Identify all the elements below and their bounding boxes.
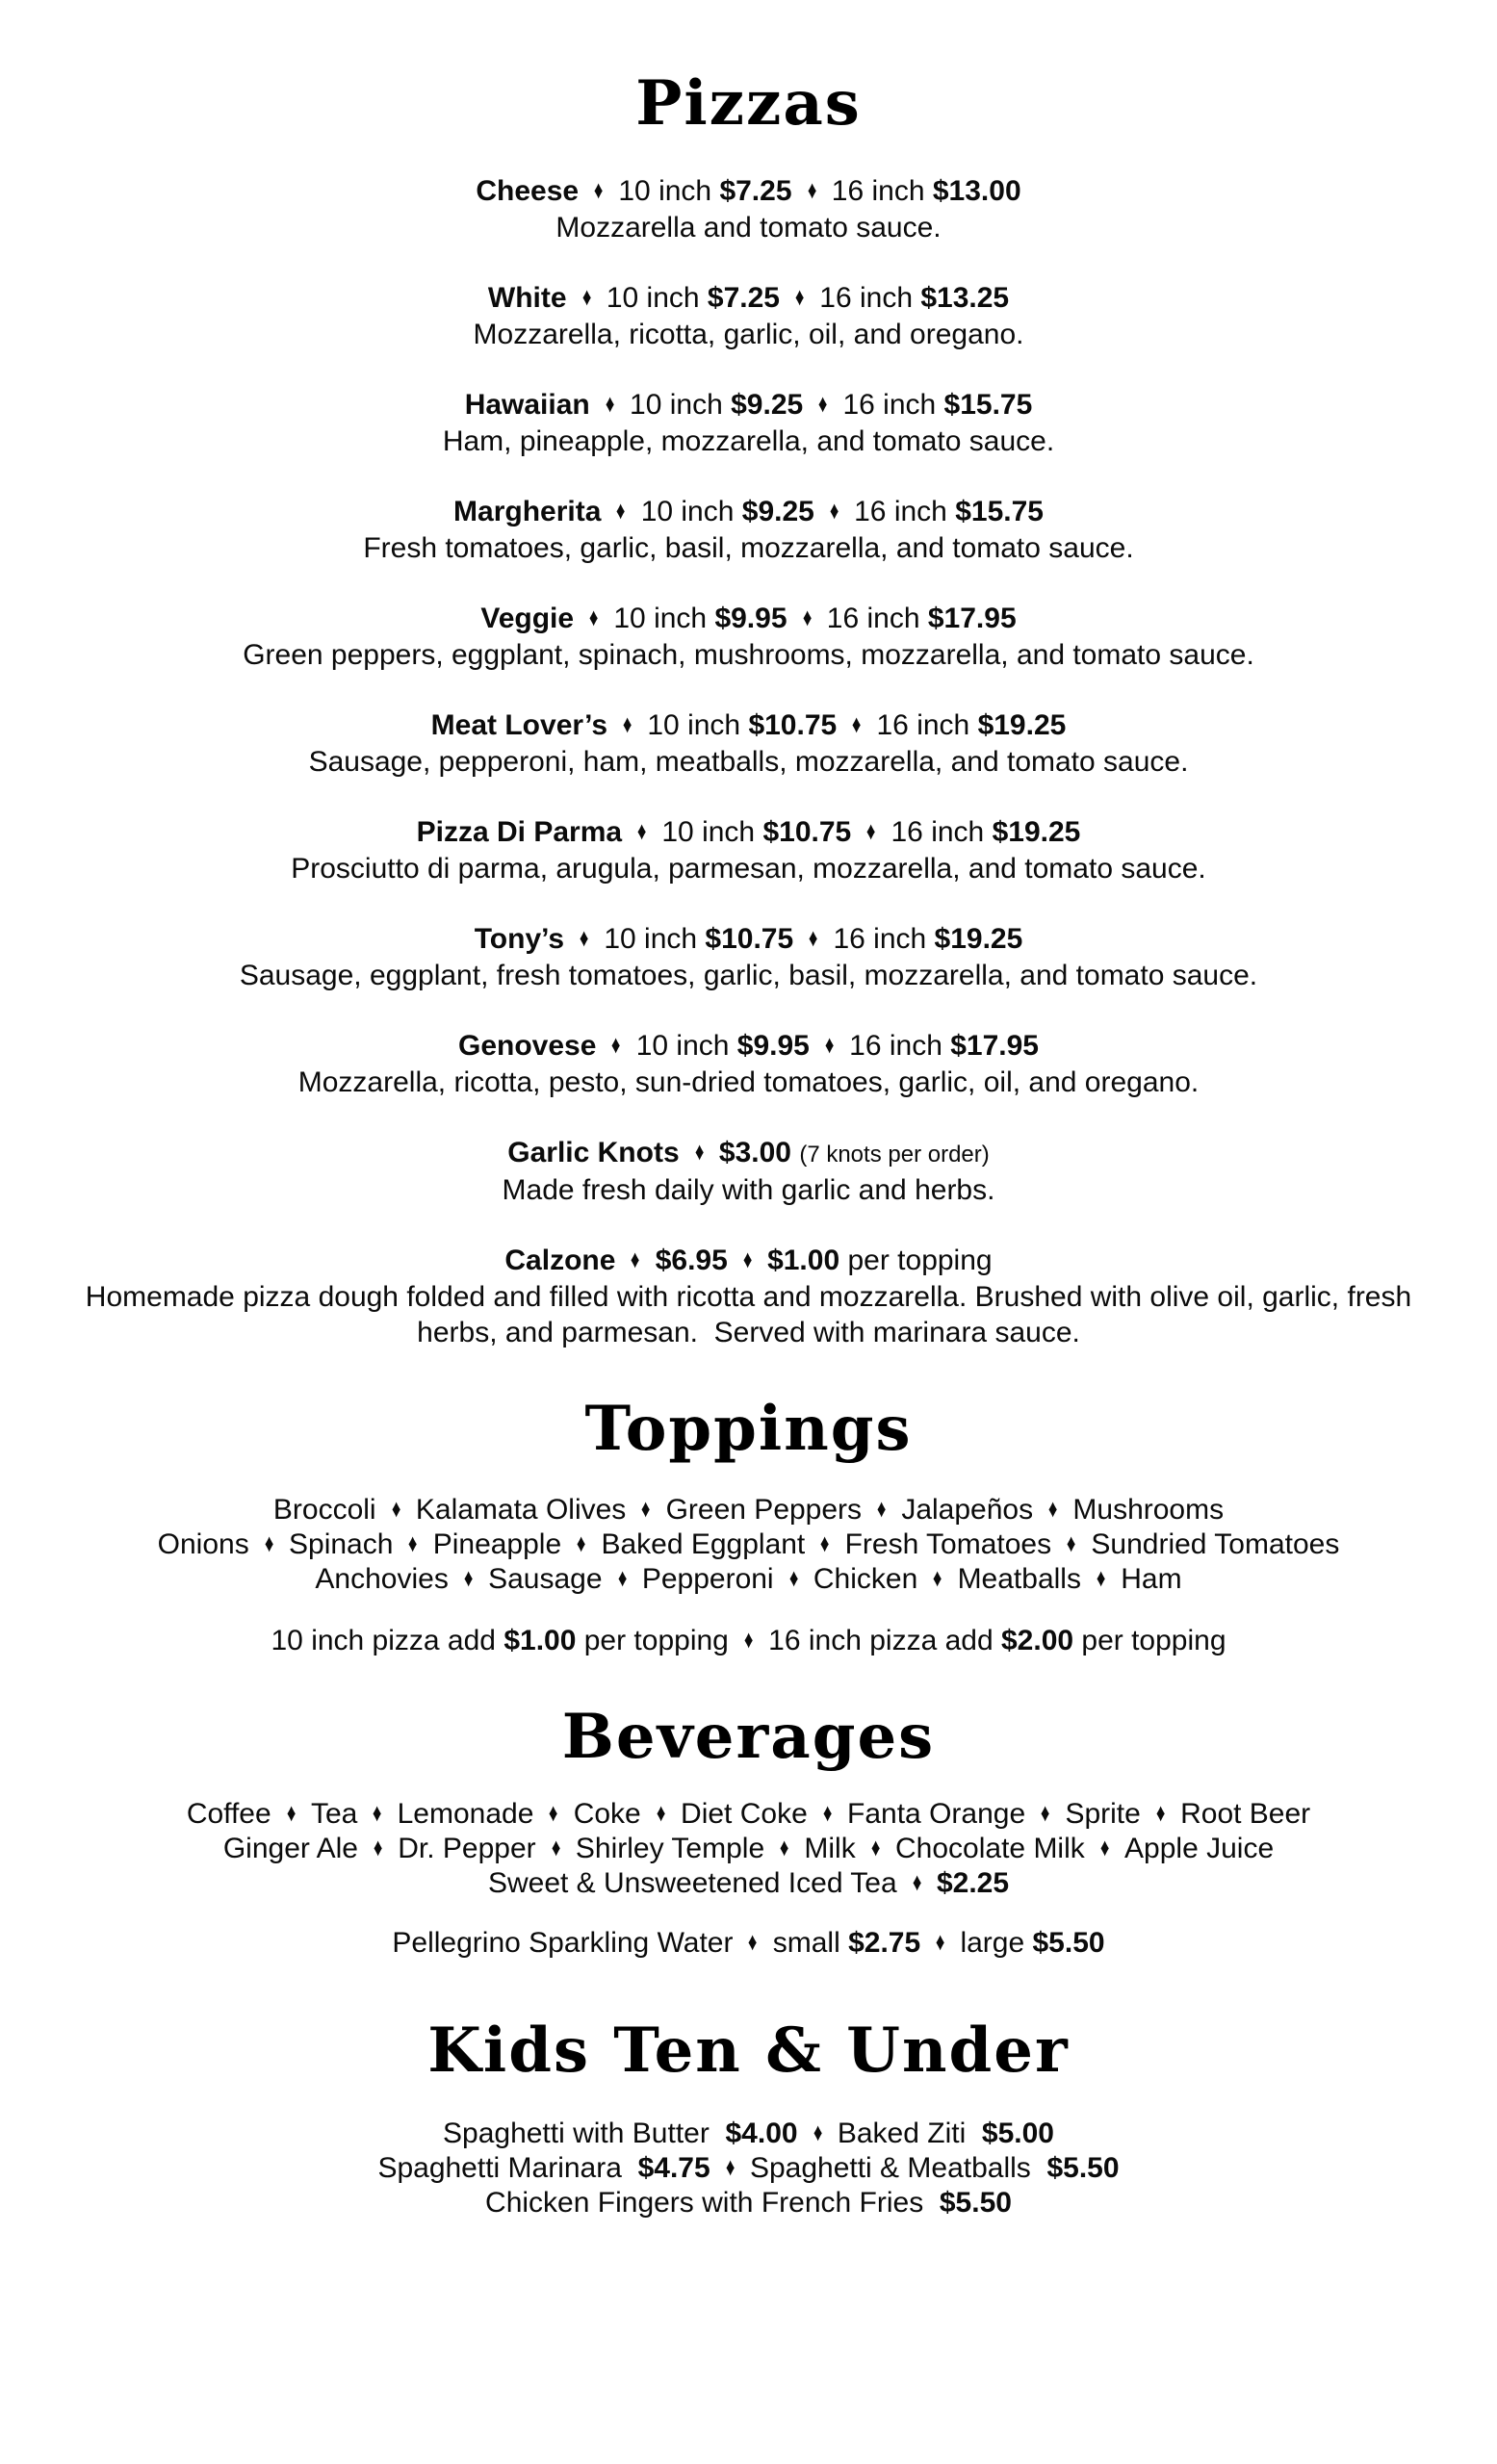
menu-item [61,1028,1437,1100]
diamond-separator-icon: ♦ [725,2152,736,2181]
menu-item-description: Sausage, eggplant, fresh tomatoes, garlic, basil, mozzarella, and tomato sauce. [239,960,1258,991]
menu-text-run: $3.00 [718,1137,791,1168]
menu-text-run: $17.95 [950,1030,1039,1062]
menu-text-run: (7 knots per order) [799,1142,990,1168]
menu-text-run: Calzone [504,1245,616,1276]
menu-text-run: 10 inch [606,282,708,314]
menu-text-run: $5.50 [939,2187,1012,2219]
menu-text-run: small [772,1927,849,1959]
menu-text-run: Coke [573,1798,641,1830]
menu-text-run: Broccoli [272,1494,376,1526]
menu-text-run: 16 inch [876,709,978,741]
diamond-separator-icon: ♦ [605,389,615,418]
menu-item-description: Mozzarella, ricotta, pesto, sun-dried tomatoes, garlic, oil, and oregano. [297,1066,1200,1098]
menu-text-run: $10.75 [748,709,838,741]
diamond-separator-icon: ♦ [813,2118,822,2146]
diamond-separator-icon: ♦ [742,1245,753,1273]
menu-text-run: $13.00 [932,175,1021,207]
menu-text-run: Shirley Temple [575,1833,765,1864]
menu-text-run: 16 inch [854,496,956,527]
menu-text-run: $1.00 [767,1245,840,1276]
menu-item [61,387,1437,459]
menu-text-run: Pellegrino Sparkling Water [392,1927,734,1959]
menu-line [61,1624,1437,1658]
menu-text-run: per topping [1073,1625,1226,1656]
menu-item-description: Sausage, pepperoni, ham, meatballs, mozzarella, and tomato sauce. [308,746,1189,778]
menu-line [61,1866,1437,1901]
diamond-separator-icon: ♦ [1096,1563,1106,1592]
diamond-separator-icon: ♦ [802,603,812,631]
diamond-separator-icon: ♦ [579,923,589,952]
diamond-separator-icon: ♦ [933,1563,942,1592]
menu-text-run: $10.75 [705,923,794,955]
menu-text-run: 16 inch [833,923,935,955]
menu-text-run: Chicken Fingers with French Fries [485,2187,940,2219]
menu-text-run: $9.25 [731,389,804,421]
menu-item-description: Ham, pineapple, mozzarella, and tomato sauce. [442,425,1055,457]
menu-text-run: $1.00 [503,1625,577,1656]
menu-text-run: 10 inch [647,709,749,741]
menu-text-run: $10.75 [762,816,852,848]
diamond-separator-icon: ♦ [588,603,599,631]
menu-text-run: $5.00 [981,2118,1054,2149]
menu-text-run: $9.95 [714,603,787,634]
diamond-separator-icon: ♦ [1155,1798,1166,1827]
menu-text-run: $6.95 [655,1245,728,1276]
menu-text-run: Meat Lover’s [430,709,608,741]
diamond-separator-icon: ♦ [829,496,839,525]
menu-text-run: Kalamata Olives [415,1494,627,1526]
diamond-separator-icon: ♦ [809,923,818,952]
menu-text-run: $5.50 [1046,2152,1120,2184]
menu-text-run: Hawaiian [464,389,590,421]
menu-text-run: Jalapeños [901,1494,1034,1526]
menu-text-run: Pizza Di Parma [416,816,623,848]
menu-text-run: 16 inch [826,603,928,634]
menu-line [61,2186,1437,2220]
menu-text-run: Dr. Pepper [398,1833,536,1864]
diamond-separator-icon: ♦ [617,1563,627,1592]
menu-text-run: 16 inch [831,175,933,207]
menu-text-run: Tea [310,1798,358,1830]
menu-text-run: $7.25 [707,282,780,314]
menu-item-description: Fresh tomatoes, garlic, basil, mozzarella, and tomato sauce. [363,532,1134,564]
pizzas-item-list [61,173,1437,1350]
diamond-separator-icon: ♦ [694,1137,705,1166]
menu-text-run: Spinach [289,1528,394,1560]
menu-item-title [61,387,1437,424]
section-kids [61,2007,1437,2220]
menu-item-title [61,601,1437,637]
menu-text-run: Margherita [453,496,602,527]
menu-text-run: Coffee [186,1798,271,1830]
menu-text-run: 10 inch [604,923,706,955]
menu-item-title [61,173,1437,210]
diamond-separator-icon: ♦ [820,1528,830,1557]
diamond-separator-icon: ♦ [577,1528,586,1557]
diamond-separator-icon: ♦ [1099,1833,1110,1861]
menu-text-run: Veggie [480,603,575,634]
pizzas-section-title: Pizzas [635,67,862,140]
menu-item [61,173,1437,245]
menu-item [61,280,1437,352]
menu-item-title [61,1243,1437,1279]
menu-text-run: $15.75 [955,496,1044,527]
menu-item-title [61,707,1437,744]
diamond-separator-icon: ♦ [1066,1528,1076,1557]
section-toppings [61,1385,1437,1658]
menu-page [61,0,1437,2220]
diamond-separator-icon: ♦ [549,1798,558,1827]
menu-text-run: Spaghetti with Butter [443,2118,726,2149]
menu-text-run: $4.75 [637,2152,710,2184]
diamond-separator-icon: ♦ [616,496,626,525]
menu-item-title [61,921,1437,958]
menu-line [61,1832,1437,1866]
diamond-separator-icon: ♦ [866,816,876,845]
menu-item-description: Homemade pizza dough folded and filled with ricotta and mozzarella. Brushed with olive oil, garlic, fresh herbs, and parmesan. Served with marinara sauce. [85,1281,1420,1348]
menu-text-run: Spaghetti Marinara [377,2152,638,2184]
diamond-separator-icon: ♦ [264,1528,274,1557]
menu-text-run: Chicken [813,1563,918,1595]
menu-text-run: 16 inch [819,282,921,314]
menu-text-run: White [487,282,567,314]
menu-item-description: Made fresh daily with garlic and herbs. [502,1174,995,1206]
menu-item-description: Mozzarella, ricotta, garlic, oil, and oregano. [473,319,1024,350]
menu-item-description: Mozzarella and tomato sauce. [555,212,942,244]
menu-text-run: 16 inch [842,389,944,421]
menu-item [61,1243,1437,1350]
diamond-separator-icon: ♦ [408,1528,418,1557]
menu-line [61,1926,1437,1961]
menu-text-run: $19.25 [992,816,1081,848]
menu-line [61,1797,1437,1832]
menu-text-run: 10 inch [618,175,720,207]
menu-text-run: $2.00 [1000,1625,1074,1656]
menu-text-run: Root Beer [1180,1798,1311,1830]
menu-item [61,707,1437,780]
menu-item [61,601,1437,673]
diamond-separator-icon: ♦ [593,175,604,204]
section-pizzas [61,60,1437,1350]
menu-text-run: Sundried Tomatoes [1091,1528,1340,1560]
menu-text-run: Onions [157,1528,249,1560]
menu-text-run: $4.00 [725,2118,798,2149]
menu-item [61,921,1437,993]
diamond-separator-icon: ♦ [788,1563,799,1592]
menu-item-title [61,1135,1437,1172]
section-beverages [61,1693,1437,1961]
menu-text-run: Green Peppers [665,1494,863,1526]
diamond-separator-icon: ♦ [373,1798,382,1827]
menu-item [61,814,1437,886]
diamond-separator-icon: ♦ [656,1798,666,1827]
menu-text-run: 10 inch [635,1030,737,1062]
toppings-price-note [61,1624,1437,1658]
menu-item-title [61,814,1437,851]
kids-item-list [61,2117,1437,2220]
menu-item-description: Prosciutto di parma, arugula, parmesan, mozzarella, and tomato sauce. [291,853,1206,885]
diamond-separator-icon: ♦ [936,1927,945,1956]
menu-text-run: $2.75 [848,1927,921,1959]
menu-text-run: Milk [804,1833,856,1864]
menu-text-run: $5.50 [1032,1927,1105,1959]
pellegrino-line [61,1926,1437,1961]
menu-text-run: $15.75 [943,389,1033,421]
diamond-separator-icon: ♦ [822,1798,833,1827]
menu-line [61,2117,1437,2151]
diamond-separator-icon: ♦ [611,1030,621,1059]
menu-text-run: $19.25 [977,709,1067,741]
diamond-separator-icon: ♦ [807,175,816,204]
diamond-separator-icon: ♦ [743,1625,754,1654]
toppings-list [61,1493,1437,1597]
menu-line [61,2151,1437,2186]
menu-text-run: $13.25 [920,282,1010,314]
menu-text-run: 16 inch [890,816,993,848]
menu-text-run: Genovese [458,1030,597,1062]
menu-text-run: 16 inch [849,1030,951,1062]
menu-line [61,1562,1437,1597]
menu-text-run: Sausage [488,1563,603,1595]
diamond-separator-icon: ♦ [876,1494,887,1523]
menu-text-run: Diet Coke [681,1798,808,1830]
menu-text-run: $19.25 [934,923,1023,955]
menu-text-run: $9.95 [736,1030,810,1062]
menu-item-title [61,280,1437,317]
diamond-separator-icon: ♦ [824,1030,835,1059]
diamond-separator-icon: ♦ [373,1833,383,1861]
menu-line [61,1527,1437,1562]
menu-text-run: $9.25 [741,496,814,527]
menu-text-run: Baked Ziti [837,2118,982,2149]
diamond-separator-icon: ♦ [870,1833,881,1861]
menu-text-run: large [960,1927,1033,1959]
diamond-separator-icon: ♦ [1041,1798,1050,1827]
menu-text-run: 16 inch pizza add [768,1625,1001,1656]
menu-text-run: Apple Juice [1124,1833,1275,1864]
menu-text-run: Sweet & Unsweetened Iced Tea [487,1867,897,1899]
menu-text-run: Chocolate Milk [895,1833,1085,1864]
menu-text-run: Garlic Knots [507,1137,680,1168]
menu-item [61,1135,1437,1208]
diamond-separator-icon: ♦ [636,816,647,845]
diamond-separator-icon: ♦ [1047,1494,1058,1523]
beverages-list [61,1797,1437,1901]
menu-text-run: Sprite [1065,1798,1141,1830]
diamond-separator-icon: ♦ [286,1798,297,1827]
diamond-separator-icon: ♦ [551,1833,561,1861]
toppings-section-title: Toppings [584,1393,913,1465]
menu-text-run: 10 inch [630,389,732,421]
menu-text-run: Fanta Orange [847,1798,1026,1830]
diamond-separator-icon: ♦ [912,1867,922,1896]
diamond-separator-icon: ♦ [852,709,862,738]
diamond-separator-icon: ♦ [622,709,632,738]
menu-text-run: 10 inch [613,603,715,634]
diamond-separator-icon: ♦ [631,1245,640,1273]
menu-text-run: Ginger Ale [222,1833,358,1864]
diamond-separator-icon: ♦ [391,1494,401,1523]
menu-item-title [61,1028,1437,1065]
diamond-separator-icon: ♦ [641,1494,651,1523]
menu-text-run: Baked Eggplant [601,1528,806,1560]
beverages-section-title: Beverages [561,1701,936,1773]
diamond-separator-icon: ♦ [794,282,805,311]
menu-text-run: Mushrooms [1072,1494,1225,1526]
menu-text-run: Pepperoni [641,1563,774,1595]
menu-text-run: Anchovies [315,1563,449,1595]
menu-text-run: per topping [839,1245,993,1276]
diamond-separator-icon: ♦ [779,1833,789,1861]
kids-section-title: Kids Ten & Under [427,2015,1070,2087]
menu-item-description: Green peppers, eggplant, spinach, mushrooms, mozzarella, and tomato sauce. [243,639,1254,671]
menu-text-run: 10 inch [640,496,742,527]
menu-text-run: Ham [1121,1563,1182,1595]
diamond-separator-icon: ♦ [748,1927,758,1956]
menu-item-title [61,494,1437,530]
menu-line [61,1493,1437,1527]
menu-text-run: Cheese [476,175,580,207]
menu-text-run: Pineapple [432,1528,562,1560]
diamond-separator-icon: ♦ [818,389,828,418]
menu-item [61,494,1437,566]
menu-text-run: Tony’s [474,923,565,955]
menu-text-run: Fresh Tomatoes [844,1528,1052,1560]
menu-text-run: Lemonade [397,1798,534,1830]
menu-text-run: $7.25 [719,175,792,207]
menu-text-run: 10 inch pizza add [271,1625,504,1656]
diamond-separator-icon: ♦ [463,1563,474,1592]
menu-text-run: $17.95 [927,603,1017,634]
menu-text-run: $2.25 [936,1867,1010,1899]
menu-text-run: 10 inch [661,816,763,848]
menu-text-run: per topping [576,1625,729,1656]
diamond-separator-icon: ♦ [581,282,591,311]
menu-text-run: Meatballs [957,1563,1081,1595]
menu-text-run: Spaghetti & Meatballs [749,2152,1047,2184]
